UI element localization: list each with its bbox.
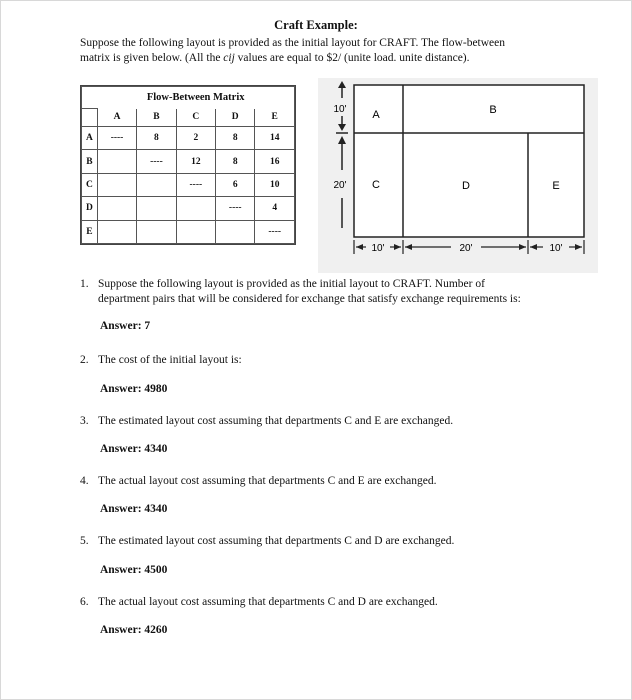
dim-arrowhead bbox=[405, 244, 412, 250]
matrix-cell: 8 bbox=[137, 127, 176, 150]
matrix-col-header: B bbox=[137, 109, 176, 127]
dim-arrowhead bbox=[530, 244, 537, 250]
answer-text: Answer: 4980 bbox=[100, 383, 168, 395]
dim-height-top: 10' bbox=[333, 104, 347, 115]
matrix-corner bbox=[82, 109, 98, 127]
matrix-cell bbox=[97, 220, 136, 243]
matrix-row-header: A bbox=[82, 127, 98, 150]
question-number: 3. bbox=[80, 415, 89, 427]
intro-line-2-post: values are equal to $2/ (unite load. unite distance). bbox=[234, 52, 470, 64]
matrix-cell bbox=[216, 220, 255, 243]
matrix-row bbox=[82, 127, 295, 150]
matrix-cell: 16 bbox=[255, 150, 295, 173]
matrix-cell: ---- bbox=[216, 197, 255, 220]
question-number: 4. bbox=[80, 475, 89, 487]
question-text: The actual layout cost assuming that departments C and D are exchanged. bbox=[98, 596, 438, 608]
matrix-cell bbox=[137, 173, 176, 196]
matrix-cell bbox=[137, 220, 176, 243]
intro-line-1: Suppose the following layout is provided as the initial layout for CRAFT. The flow-between bbox=[80, 37, 506, 49]
question-text: The cost of the initial layout is: bbox=[98, 354, 242, 366]
question-number: 6. bbox=[80, 596, 89, 608]
matrix-cell bbox=[176, 220, 215, 243]
matrix-cell: 8 bbox=[216, 127, 255, 150]
matrix-col-header: C bbox=[176, 109, 215, 127]
question-number: 2. bbox=[80, 354, 89, 366]
matrix-col-header: A bbox=[97, 109, 136, 127]
matrix-row bbox=[82, 173, 295, 196]
intro-line-2 bbox=[80, 51, 560, 66]
question-item bbox=[80, 474, 580, 489]
question-item bbox=[80, 534, 580, 549]
question-text: Suppose the following layout is provided as the initial layout to CRAFT. Number of bbox=[98, 278, 485, 290]
intro-paragraph bbox=[80, 36, 560, 66]
matrix-row-header: B bbox=[82, 150, 98, 173]
dim-arrowhead bbox=[394, 244, 401, 250]
answer-text: Answer: 4340 bbox=[100, 503, 168, 515]
page-title: Craft Example: bbox=[274, 18, 358, 32]
dim-height-bottom: 20' bbox=[333, 180, 347, 191]
matrix-cell: 8 bbox=[216, 150, 255, 173]
layout-svg bbox=[318, 78, 598, 273]
dept-label-c: C bbox=[372, 179, 380, 191]
answer-text: Answer: 7 bbox=[100, 320, 151, 332]
matrix-cell: 4 bbox=[255, 197, 295, 220]
matrix-cell bbox=[97, 197, 136, 220]
matrix-col-header: D bbox=[216, 109, 255, 127]
dim-width-right: 10' bbox=[549, 243, 563, 254]
matrix-row-header: D bbox=[82, 197, 98, 220]
matrix-caption: Flow-Between Matrix bbox=[97, 87, 294, 109]
matrix-cell bbox=[137, 197, 176, 220]
matrix-cell: 12 bbox=[176, 150, 215, 173]
question-item bbox=[80, 595, 580, 610]
question-text: The estimated layout cost assuming that departments C and D are exchanged. bbox=[98, 535, 455, 547]
matrix-cell: 6 bbox=[216, 173, 255, 196]
dim-arrowhead bbox=[338, 81, 346, 88]
dept-label-a: A bbox=[372, 109, 380, 121]
question-item bbox=[80, 414, 580, 429]
matrix-cell: ---- bbox=[97, 127, 136, 150]
dept-label-d: D bbox=[462, 180, 470, 192]
matrix-row bbox=[82, 150, 295, 173]
dim-width-mid: 20' bbox=[459, 243, 473, 254]
question-item bbox=[80, 353, 580, 368]
answer-text: Answer: 4340 bbox=[100, 443, 168, 455]
matrix-cell: ---- bbox=[176, 173, 215, 196]
matrix-cell bbox=[176, 197, 215, 220]
matrix-cell: 2 bbox=[176, 127, 215, 150]
dept-label-b: B bbox=[489, 104, 497, 116]
question-number: 1. bbox=[80, 278, 89, 290]
intro-variable: cij bbox=[223, 52, 235, 64]
matrix-cell: ---- bbox=[137, 150, 176, 173]
question-text: The estimated layout cost assuming that departments C and E are exchanged. bbox=[98, 415, 454, 427]
dim-arrowhead bbox=[356, 244, 363, 250]
dim-arrowhead bbox=[338, 124, 346, 131]
building-outline bbox=[354, 85, 584, 237]
answer-text: Answer: 4500 bbox=[100, 564, 168, 576]
answer-text: Answer: 4260 bbox=[100, 624, 168, 636]
dim-width-left: 10' bbox=[371, 243, 385, 254]
question-text-cont: department pairs that will be considered for exchange that satisfy exchange requirements is: bbox=[98, 293, 521, 305]
dept-label-e: E bbox=[552, 180, 560, 192]
dim-arrowhead bbox=[575, 244, 582, 250]
matrix-cell: 10 bbox=[255, 173, 295, 196]
matrix-cell bbox=[97, 173, 136, 196]
flow-between-matrix bbox=[80, 85, 296, 245]
matrix-cell: ---- bbox=[255, 220, 295, 243]
matrix-row-header: E bbox=[82, 220, 98, 243]
matrix-cell bbox=[97, 150, 136, 173]
matrix-col-header: E bbox=[255, 109, 295, 127]
matrix-cell: 14 bbox=[255, 127, 295, 150]
intro-line-2-pre: matrix is given below. (All the bbox=[80, 52, 224, 64]
question-item bbox=[80, 277, 580, 307]
question-number: 5. bbox=[80, 535, 89, 547]
dim-arrowhead bbox=[519, 244, 526, 250]
matrix-row bbox=[82, 197, 295, 220]
matrix-row bbox=[82, 220, 295, 243]
matrix-row-header: C bbox=[82, 173, 98, 196]
initial-layout-diagram bbox=[318, 78, 598, 273]
question-text: The actual layout cost assuming that departments C and E are exchanged. bbox=[98, 475, 437, 487]
